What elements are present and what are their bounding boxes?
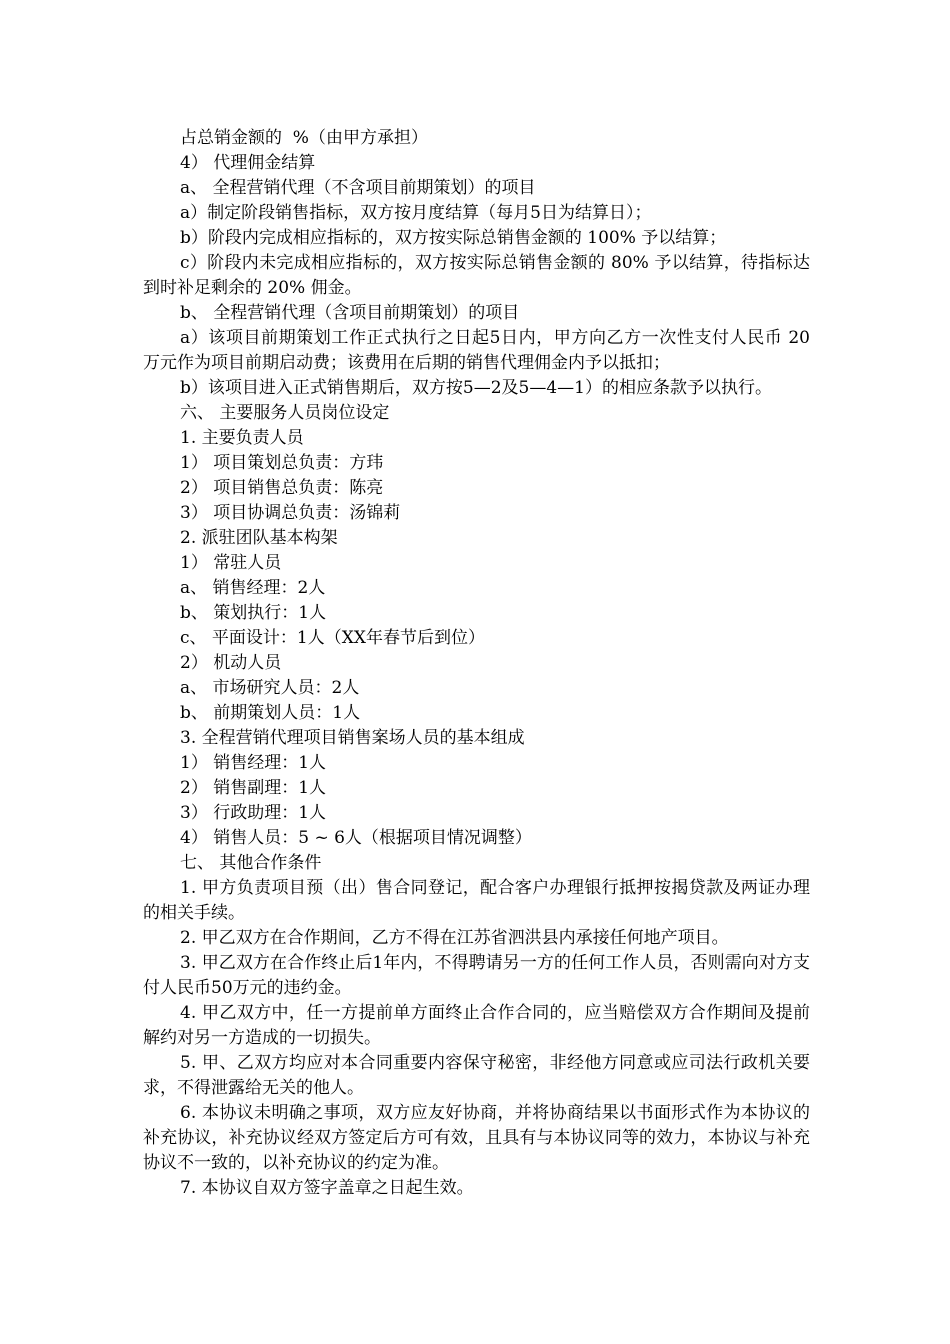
list-item: a、 市场研究人员：2人 xyxy=(180,678,360,698)
section-heading: 4） 代理佣金结算 xyxy=(180,153,316,173)
subsection-heading: b、 全程营销代理（含项目前期策划）的项目 xyxy=(180,303,520,323)
list-item: 2） 销售副理：1人 xyxy=(180,778,327,798)
subsection-heading: 1. 主要负责人员 xyxy=(180,428,304,448)
list-item: 4） 销售人员：5 ~ 6人（根据项目情况调整） xyxy=(180,828,532,848)
list-item: b）阶段内完成相应指标的，双方按实际总销售金额的 100% 予以结算； xyxy=(180,228,727,248)
clause-paragraph: 1. 甲方负责项目预（出）售合同登记，配合客户办理银行抵押按揭贷款及两证办理的相关手续。 xyxy=(143,878,810,923)
clause-paragraph: 3. 甲乙双方在合作终止后1年内，不得聘请另一方的任何工作人员，否则需向对方支付人民币50万元的违约金。 xyxy=(143,953,810,998)
list-item: b）该项目进入正式销售期后，双方按5—2及5—4—1）的相应条款予以执行。 xyxy=(180,378,772,398)
list-item: b、 策划执行：1人 xyxy=(180,603,327,623)
clause-paragraph: 4. 甲乙双方中，任一方提前单方面终止合作合同的，应当赔偿双方合作期间及提前解约对另一方造成的一切损失。 xyxy=(143,1003,810,1048)
section-heading: 七、 其他合作条件 xyxy=(180,853,322,873)
list-item: 3） 行政助理：1人 xyxy=(180,803,327,823)
list-item: 1） 销售经理：1人 xyxy=(180,753,327,773)
list-item: c）阶段内未完成相应指标的，双方按实际总销售金额的 80% 予以结算，待指标达到时补足剩余的 20% 佣金。 xyxy=(143,253,810,298)
list-item: 3） 项目协调总负责：汤锦莉 xyxy=(180,503,401,523)
text-line: 占总销金额的 %（由甲方承担） xyxy=(180,128,428,148)
clause-paragraph: 5. 甲、乙双方均应对本合同重要内容保守秘密，非经他方同意或应司法行政机关要求，不得泄露给无关的他人。 xyxy=(143,1053,810,1098)
list-item: 2） 项目销售总负责：陈亮 xyxy=(180,478,384,498)
list-item: 2） 机动人员 xyxy=(180,653,282,673)
list-item: 1） 项目策划总负责：方玮 xyxy=(180,453,384,473)
subsection-heading: 3. 全程营销代理项目销售案场人员的基本组成 xyxy=(180,728,525,748)
clause-paragraph: 2. 甲乙双方在合作期间，乙方不得在江苏省泗洪县内承接任何地产项目。 xyxy=(180,928,729,948)
clause-paragraph: 6. 本协议未明确之事项，双方应友好协商，并将协商结果以书面形式作为本协议的补充协议，补充协议经双方签定后方可有效，且具有与本协议同等的效力，本协议与补充协议不一致的，以补充协议的约定为准。 xyxy=(143,1103,810,1173)
list-item: c、 平面设计：1人（XX年春节后到位） xyxy=(180,628,485,648)
subsection-heading: 2. 派驻团队基本构架 xyxy=(180,528,338,548)
list-item: a）制定阶段销售指标，双方按月度结算（每月5日为结算日）； xyxy=(180,203,652,223)
list-item: a、 销售经理：2人 xyxy=(180,578,326,598)
list-item: a）该项目前期策划工作正式执行之日起5日内，甲方向乙方一次性支付人民币 20 万元作为项目前期启动费；该费用在后期的销售代理佣金内予以抵扣； xyxy=(143,328,810,373)
list-item: b、 前期策划人员：1人 xyxy=(180,703,361,723)
subsection-heading: a、 全程营销代理（不含项目前期策划）的项目 xyxy=(180,178,536,198)
clause-paragraph: 7. 本协议自双方签字盖章之日起生效。 xyxy=(180,1178,474,1198)
section-heading: 六、 主要服务人员岗位设定 xyxy=(180,403,390,423)
list-item: 1） 常驻人员 xyxy=(180,553,282,573)
